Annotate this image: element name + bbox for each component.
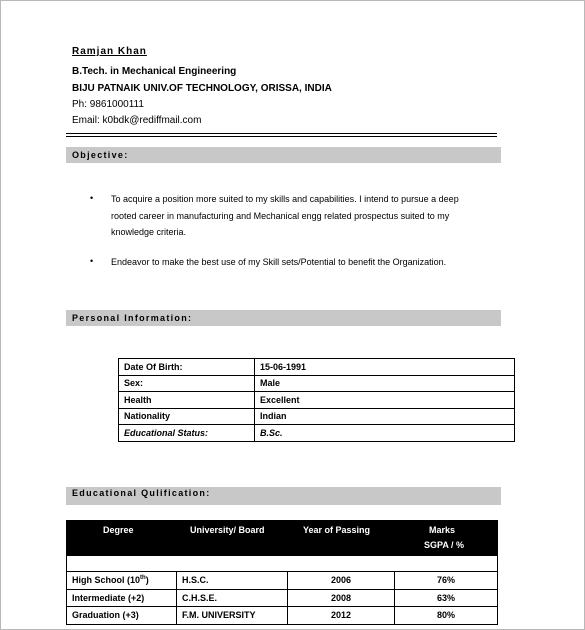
table-row (119, 359, 515, 376)
marks-cell: 76% (395, 572, 498, 590)
education-table (66, 571, 498, 625)
objective-item-1-line-1: To acquire a position more suited to my skills and capabilities. I intend to pursue a deep (111, 194, 459, 204)
objective-item-1-line-3: knowledge criteria. (111, 227, 187, 237)
educational-status-label: Educational Status: (119, 425, 255, 442)
email-line: Email: k0bdk@rediffmail.com (72, 115, 202, 126)
university-line: BIJU PATNAIK UNIV.OF TECHNOLOGY, ORISSA, INDIA (72, 83, 332, 94)
sex-label: Sex: (119, 375, 255, 392)
marks-subheader: SGPA / % (424, 540, 465, 550)
table-row (67, 589, 498, 607)
year-column-header: Year of Passing (303, 525, 371, 535)
marks-column-header: Marks (429, 525, 456, 535)
nationality-value: Indian (255, 408, 515, 425)
personal-info-table (118, 358, 515, 442)
degree-cell: Graduation (+3) (67, 607, 177, 625)
candidate-name: Ramjan Khan (72, 46, 147, 57)
phone-line: Ph: 9861000111 (72, 99, 144, 110)
education-heading: Educational Qulification: (66, 487, 501, 505)
year-cell: 2006 (288, 572, 395, 590)
board-cell: H.S.C. (177, 572, 288, 590)
degree-cell: High School (10th) (67, 572, 177, 590)
educational-status-value: B.Sc. (255, 425, 515, 442)
board-column-header: University/ Board (190, 525, 265, 535)
table-row (119, 375, 515, 392)
table-row (119, 425, 515, 442)
marks-cell: 80% (395, 607, 498, 625)
degree-column-header: Degree (103, 525, 134, 535)
dob-value: 15-06-1991 (255, 359, 515, 376)
objective-item-1-line-2: rooted career in manufacturing and Mechanical engg related prospectus suited to my (111, 210, 450, 221)
year-cell: 2012 (288, 607, 395, 625)
bullet-icon: • (90, 193, 94, 203)
table-row (119, 408, 515, 425)
objective-item-2 (111, 254, 496, 271)
objective-heading: Objective: (66, 147, 501, 163)
health-value: Excellent (255, 392, 515, 409)
header-divider-top (66, 133, 497, 134)
board-cell: F.M. UNIVERSITY (177, 607, 288, 625)
marks-cell: 63% (395, 589, 498, 607)
personal-info-heading: Personal Information: (66, 310, 501, 326)
objective-item-1 (111, 191, 496, 241)
degree-line: B.Tech. in Mechanical Engineering (72, 66, 237, 77)
degree-cell: Intermediate (+2) (67, 589, 177, 607)
header-divider-bottom (66, 136, 497, 137)
bullet-icon: • (90, 256, 94, 266)
table-row (119, 392, 515, 409)
education-table-spacer (66, 556, 498, 571)
health-label: Health (119, 392, 255, 409)
objective-item-2-line-1: Endeavor to make the best use of my Skill sets/Potential to benefit the Organization. (111, 257, 447, 267)
board-cell: C.H.S.E. (177, 589, 288, 607)
nationality-label: Nationality (119, 408, 255, 425)
year-cell: 2008 (288, 589, 395, 607)
education-table-header (66, 520, 498, 556)
dob-label: Date Of Birth: (119, 359, 255, 376)
sex-value: Male (255, 375, 515, 392)
table-row (67, 572, 498, 590)
table-row (67, 607, 498, 625)
